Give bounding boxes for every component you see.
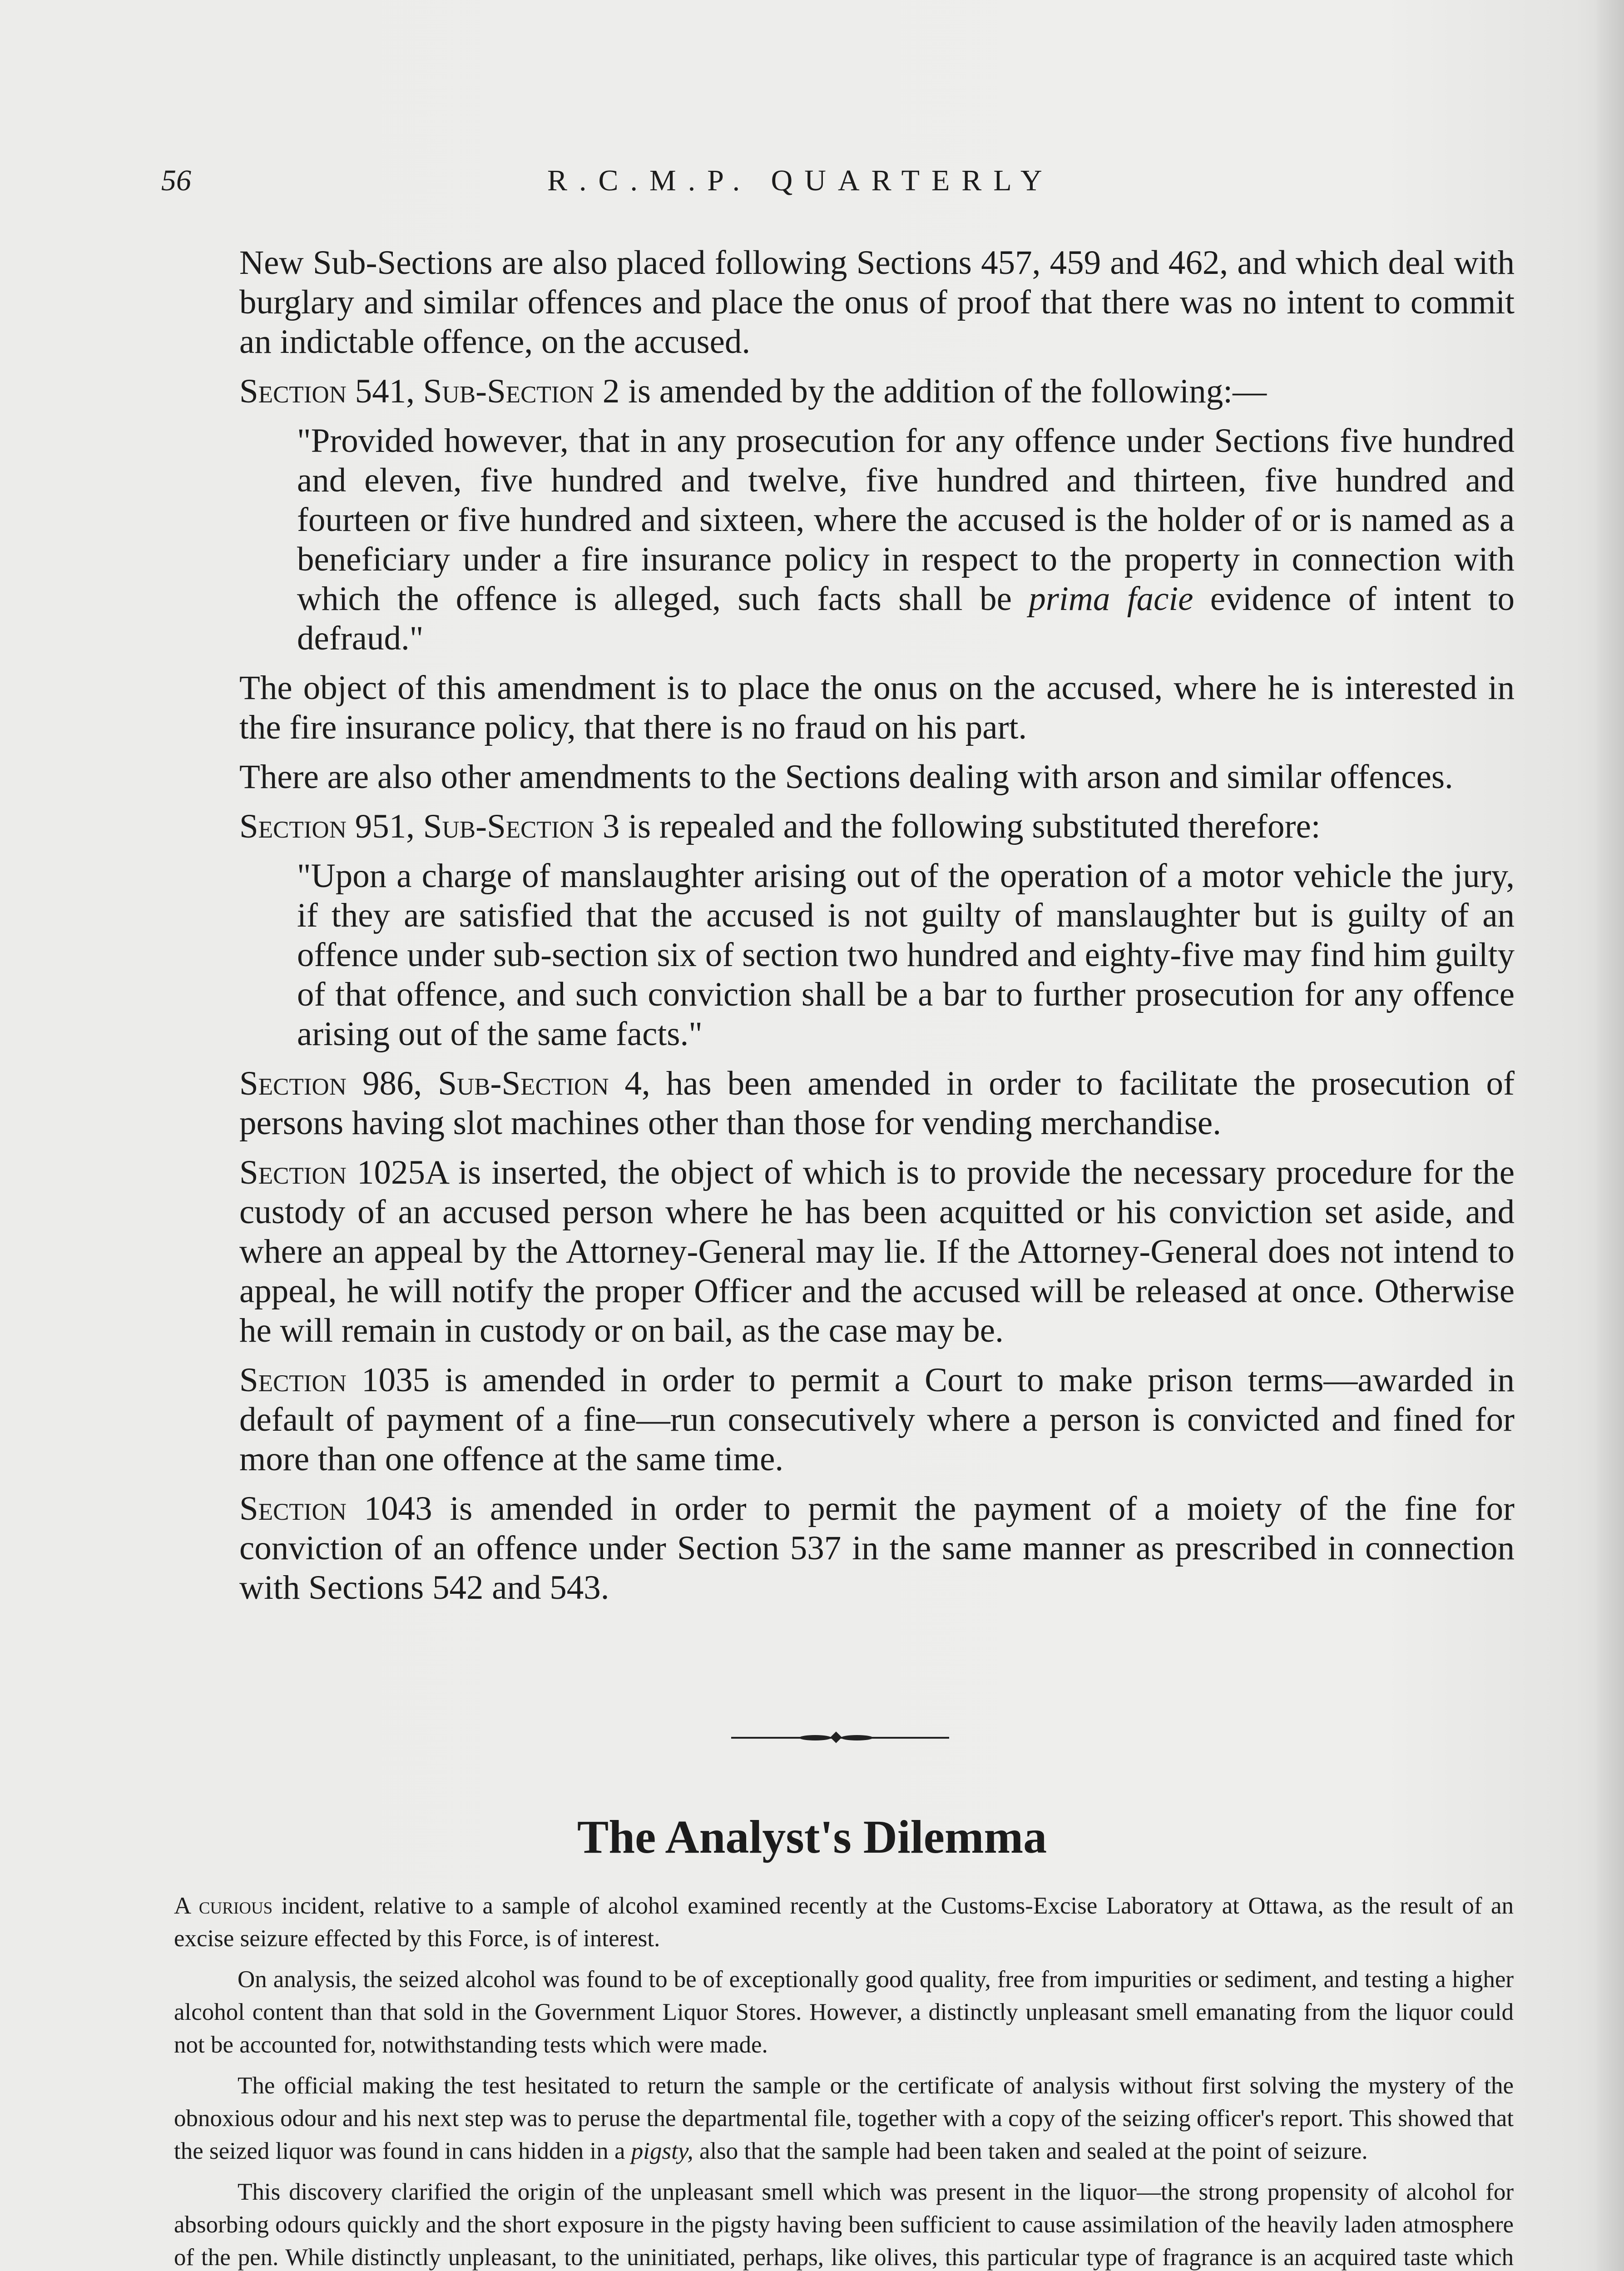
divider-ornament — [841, 1735, 873, 1740]
page-spine-shadow — [1597, 0, 1624, 2271]
paragraph: On analysis, the seized alcohol was found to be of exceptionally good quality, free from impurities or sediment, and testing a higher alcohol content than that sold in the Government Liquor Stores. However, a distinctly unpleasant smell emanating from the liquor could not be accounted for, notwithstanding tests which were made. — [174, 1966, 1514, 2058]
section-lead: Section 986, Sub-Section — [239, 1065, 609, 1102]
paragraph: The object of this amendment is to place the onus on the accused, where he is interested in the fire insurance policy, that there is no fraud on his part. — [239, 669, 1515, 746]
running-title: R.C.M.P. QUARTERLY — [547, 164, 1054, 197]
italic-text: pigsty, — [631, 2138, 693, 2164]
paragraph-text: incident, relative to a sample of alcohol examined recently at the Customs-Excise Laboratory at Ottawa, as the result of an excise seizure effected by this Force, is of interest. — [174, 1893, 1514, 1952]
paragraph-text: 3 is repealed and the following substituted therefore: — [594, 808, 1321, 845]
paragraph-text: 2 is amended by the addition of the following:— — [594, 372, 1267, 410]
quote-text: "Provided however, that in any prosecution for any offence under Sections five hundred and eleven, five hundred and twelve, five hundred and thirteen, five hundred and fourteen or five hundred and sixteen, where the accused is the holder of or is named as a beneficiary under a fire insurance policy in respect to the property in connection with which the offence is alleged, such facts shall be — [297, 422, 1515, 618]
paragraph — [239, 1064, 1515, 1143]
paragraph: This discovery clarified the origin of the unpleasant smell which was present in the liquor—the strong propensity of alcohol for absorbing odours quickly and the short exposure in the pigsty having been sufficient to cause assimilation of the heavily laden atmosphere of the pen. While distinctly unpleasant, to the uninitiated, perhaps, like olives, this particular type of fragrance is an acquired taste which — [174, 2179, 1514, 2271]
paragraph — [239, 372, 1515, 411]
paragraph-text: also that the sample had been taken and sealed at the point of seizure. — [693, 2138, 1368, 2164]
section-lead: Section 951, Sub-Section — [239, 808, 594, 845]
paragraph: New Sub-Sections are also placed following Sections 457, 459 and 462, and which deal with burglary and similar offences and place the onus of proof that there was no intent to commit an indictable offence, on the accused. — [239, 244, 1515, 361]
ornamental-divider — [731, 1731, 949, 1744]
page-number: 56 — [161, 164, 191, 197]
article-title: The Analyst's Dilemma — [577, 1811, 1047, 1863]
paragraph — [239, 1153, 1515, 1350]
page-header — [161, 164, 1515, 204]
paragraph — [174, 2069, 1514, 2167]
quote-text: evidence of intent to defraud." — [297, 580, 1515, 657]
section-lead: Section — [239, 1490, 347, 1527]
paragraph-text: 1035 is amended in order to permit a Court to make prison terms—awarded in default of payment of a fine—run consecutively where a person is convicted and fined for more than one offence at the same time. — [239, 1361, 1515, 1478]
italic-text: prima facie — [1029, 580, 1193, 618]
paragraph — [174, 1889, 1514, 1955]
quoted-provision: "Upon a charge of manslaughter arising out of the operation of a motor vehicle the jury, if they are satisfied that the accused is not guilty of manslaughter but is guilty of an offence under sub-section six of section two hundred and eighty-five may find him guilty of that offence, and such conviction shall be a bar to further prosecution for any offence arising out of the same facts." — [297, 857, 1515, 1053]
main-text — [239, 243, 1515, 1617]
paragraph-text: 1025A is inserted, the object of which is to provide the necessary procedure for the custody of an accused person where he has been acquitted or his conviction set aside, and where an appeal by the Attorney-General may lie. If the Attorney-General does not intend to appeal, he will notify the proper Officer and the accused will be released at once. Otherwise he will remain in custody or on bail, as the case may be. — [239, 1154, 1515, 1349]
divider-ornament — [799, 1735, 831, 1740]
article-body — [174, 1889, 1514, 2271]
section-lead: Section — [239, 1361, 347, 1399]
lead-words: A curious — [174, 1893, 273, 1919]
paragraph-text: 4, has been amended in order to facilitate the prosecution of persons having slot machines other than those for vending merchandise. — [239, 1065, 1515, 1142]
paragraph: There are also other amendments to the Sections dealing with arson and similar offences. — [239, 758, 1453, 796]
paragraph — [239, 1489, 1515, 1607]
paragraph — [239, 1360, 1515, 1479]
paragraph — [239, 807, 1515, 846]
divider-diamond — [830, 1731, 842, 1743]
paragraph-text: 1043 is amended in order to permit the payment of a moiety of the fine for conviction of an offence under Section 537 in the same manner as prescribed in connection with Sections 542 and 543. — [239, 1490, 1515, 1607]
section-lead: Section 541, Sub-Section — [239, 372, 594, 410]
quoted-provision — [297, 421, 1515, 658]
section-lead: Section — [239, 1154, 347, 1191]
paragraph-text: The official making the test hesitated to return the sample or the certificate of analysis without first solving the mystery of the obnoxious odour and his next step was to peruse the departmental file, together with a copy of the seizing officer's report. This showed that the seized liquor was found in cans hidden in a — [174, 2073, 1514, 2164]
